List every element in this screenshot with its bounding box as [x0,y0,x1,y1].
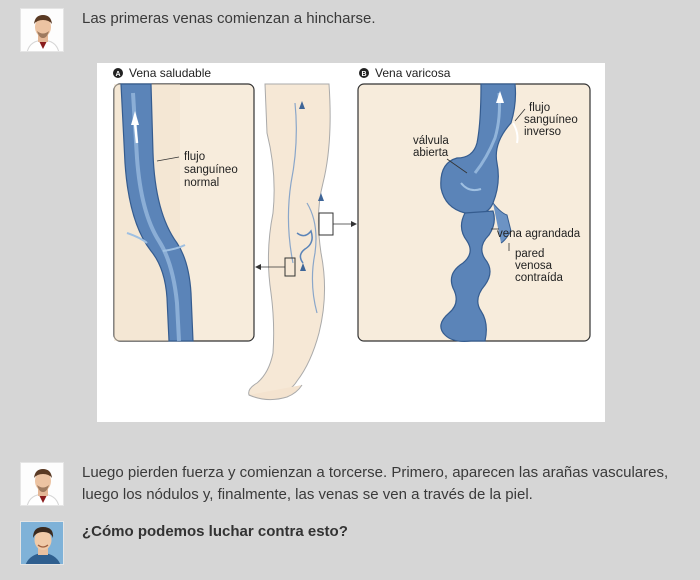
vein-illustration [97,63,605,422]
leg-illustration [249,84,357,400]
label-reverse-1: flujo [529,102,551,114]
label-valve-1: válvula [413,135,449,147]
male-doctor-avatar-icon [21,9,64,52]
label-enlarged: vena agrandada [497,228,581,240]
message-text: Las primeras venas comienzan a hincharse. [82,10,376,27]
panel-a-badge: A [115,71,121,78]
label-reverse-2: sanguíneo [524,114,578,126]
varicose-vein-diagram [97,63,605,422]
chat-message [20,462,692,506]
chat-message [20,8,375,52]
label-wall-2: venosa [515,260,553,272]
panel-a-title: Vena saludable [129,66,212,80]
label-flow-normal-3: normal [184,177,220,189]
message-text: Luego pierden fuerza y comienzan a torcerse. Primero, aparecen las arañas vasculares, luego los nódulos y, finalmente, las venas se ven a través de la piel. [82,464,669,503]
male-doctor-avatar-icon [21,463,64,506]
panel-b-badge: B [361,71,367,78]
panel-b [358,66,590,341]
label-wall-3: contraída [515,272,563,284]
label-flow-normal-1: flujo [184,151,206,163]
avatar [20,8,64,52]
panel-a [113,66,254,341]
label-valve-2: abierta [413,147,449,159]
label-reverse-3: inverso [524,126,562,138]
label-flow-normal-2: sanguíneo [184,164,238,176]
young-man-avatar-icon [21,522,64,565]
avatar [20,462,64,506]
avatar [20,521,64,565]
label-wall-1: pared [515,248,545,260]
panel-b-title: Vena varicosa [375,66,451,80]
message-text: ¿Cómo podemos luchar contra esto? [82,523,348,540]
chat-message [20,521,348,565]
